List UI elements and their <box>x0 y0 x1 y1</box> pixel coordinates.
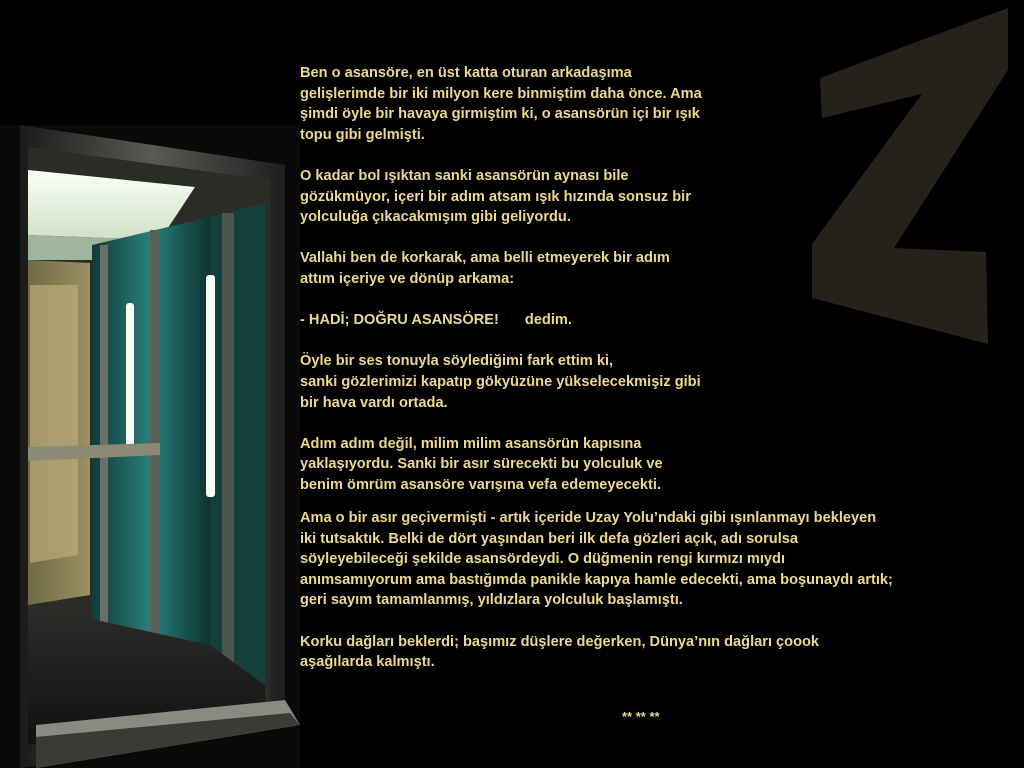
story-line: O kadar bol ışıktan sanki asansörün aynası bile <box>300 167 629 184</box>
story-line: attım içeriye ve dönüp arkama: <box>300 270 515 287</box>
story-text-top <box>300 63 780 495</box>
story-line: Vallahi ben de korkarak, ama belli etmeyerek bir adım <box>300 250 670 267</box>
story-line: gelişlerimde bir iki milyon kere binmiştim daha önce. Ama <box>300 85 702 102</box>
story-line: yaklaşıyordu. Sanki bir asır sürecekti bu yolculuk ve <box>300 456 663 473</box>
large-letter-z-decoration <box>812 8 1008 344</box>
story-line: benim ömrüm asansöre varışına vefa edemeyecekti. <box>300 476 661 493</box>
story-line: Ben o asansöre, en üst katta oturan arkadaşıma <box>300 65 632 81</box>
shout-line <box>300 310 780 331</box>
story-line: yolculuğa çıkacakmışım gibi geliyordu. <box>300 209 571 226</box>
story-line: bir hava vardı ortada. <box>300 394 448 411</box>
story-text-bottom <box>300 508 1010 673</box>
story-line: gözükmüyor, içeri bir adım atsam ışık hızında sonsuz bir <box>300 188 691 205</box>
story-line: söyleyebileceği şekilde asansördeydi. O düğmenin rengi kırmızı mıydı <box>300 551 786 568</box>
story-line: Öyle bir ses tonuyla söylediğimi fark ettim ki, <box>300 353 614 370</box>
story-line: iki tutsaktık. Belki de dört yaşından beri ilk defa gözleri açık, adı sorulsa <box>300 530 798 547</box>
story-line: sanki gözlerimizi kapatıp gökyüzüne yükselecekmişiz gibi <box>300 373 701 390</box>
dedim-text: dedim. <box>524 312 572 329</box>
story-line: şimdi öyle bir havaya girmiştim ki, o asansörün içi bir ışık <box>300 106 700 123</box>
story-line: topu gibi gelmişti. <box>300 126 425 143</box>
story-line: anımsamıyorum ama bastığımda panikle kapıya hamle edecekti, ama boşunaydı artık; <box>300 571 893 588</box>
story-line: aşağılarda kalmıştı. <box>300 654 435 671</box>
story-line: Ama o bir asır geçivermişti - artık içeride Uzay Yolu’ndaki gibi ışınlanmayı bekleyen <box>300 510 877 526</box>
section-separator: ** ** ** <box>622 709 660 724</box>
story-line: geri sayım tamamlanmış, yıldızlara yolculuk başlamıştı. <box>300 592 683 609</box>
story-line: Korku dağları beklerdi; başımız düşlere değerken, Dünya’nın dağları çoook <box>300 633 820 650</box>
shout-text: - HADİ; DOĞRU ASANSÖRE! <box>300 312 499 329</box>
elevator-photo <box>0 125 300 768</box>
story-line: Adım adım değil, milim milim asansörün kapısına <box>300 435 642 452</box>
